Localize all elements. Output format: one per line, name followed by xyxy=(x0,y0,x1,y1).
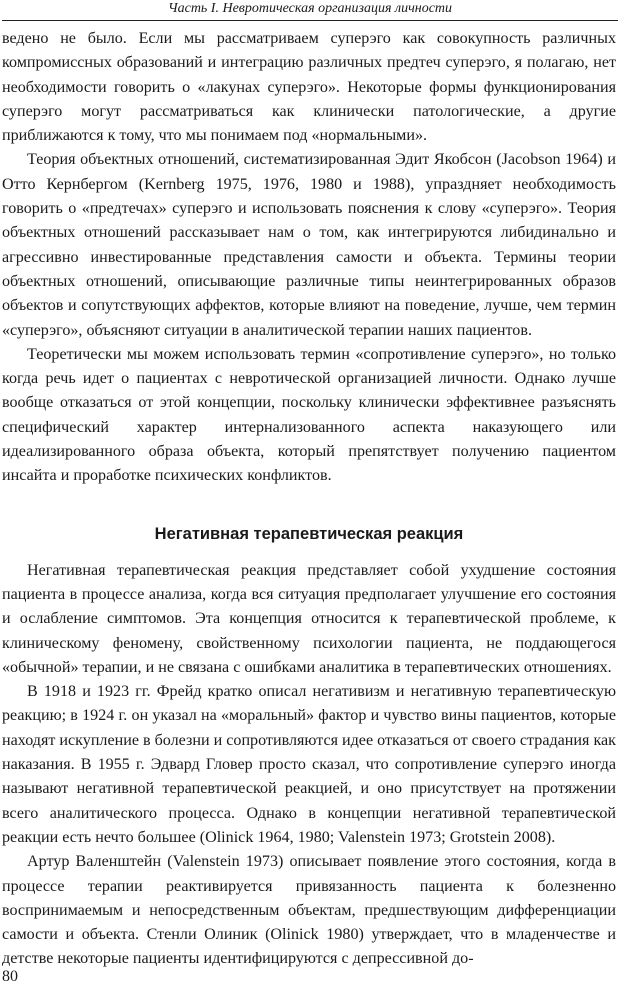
body-paragraph: Артур Валенштейн (Valenstein 1973) описывает появление этого состояния, когда в процессе терапии реактивируется привязанность пациента к болезненно воспринимаемым и непосредственным объектам, предшествующим дифференциации самости и объекта. Стенли Олиник (Olinick 1980) утверждает, что в младенчестве и детстве некоторые пациенты идентифицируются с депрессивной до- xyxy=(2,853,616,968)
running-header: Часть I. Невротическая организация личности xyxy=(167,1,453,16)
header-rule xyxy=(2,20,618,21)
section-spacer xyxy=(2,489,616,523)
body-paragraph: В 1918 и 1923 гг. Фрейд кратко описал негативизм и негативную терапевтическую реакцию; в 1924 г. он указал на «моральный» фактор и чувство вины пациентов, которые находят искупление в болезни и сопротивляются идее отказаться от своего страдания как наказания. В 1955 г. Эдвард Гловер просто сказал, что сопротивление суперэго иногда называют негативной терапевтической реакцией, и оно присутствует на протяжении всего аналитического процесса. Однако в концепции негативной терапевтической реакции есть нечто большее (Olinick 1964, 1980; Valenstein 1973; Grotstein 2008). xyxy=(2,683,616,846)
body-paragraph: Негативная терапевтическая реакция представляет собой ухудшение состояния пациента в процессе анализа, когда вся ситуация предполагает улучшение его состояния и ослабление симптомов. Эта концепция относится к терапевтической проблеме, к клиническому феномену, свойственному психологии пациента, не поддающегося «обычной» терапии, и не связана с ошибками аналитика в терапевтических отношениях. xyxy=(2,561,616,676)
section-heading: Негативная терапевтическая реакция xyxy=(154,524,464,543)
page-body xyxy=(2,27,616,972)
body-paragraph: Теория объектных отношений, систематизированная Эдит Якобсон (Jacobson 1964) и Отто Кернбергом (Kernberg 1975, 1976, 1980 и 1988), упраздняет необходимость говорить о «предтечах» суперэго и использовать пояснения к слову «суперэго». Теория объектных отношений рассказывает нам о том, как интегрируются либидинально и агрессивно инвестированные представления самости и объекта. Термины теории объектных отношений, описывающие различные типы неинтегрированных образов объектов и сопутствующих аффектов, которые влияют на поведение, лучше, чем термин «суперэго», объясняют ситуации в аналитической терапии наших пациентов. xyxy=(2,151,616,339)
body-paragraph: Теоретически мы можем использовать термин «сопротивление суперэго», но только когда речь идет о пациентах с невротической организацией личности. Однако лучше вообще отказаться от этой концепции, поскольку клинически эффективнее разъяснять специфический характер интернализованного аспекта наказующего или идеализированного образа объекта, который препятствует получению пациентом инсайта и проработке психических конфликтов. xyxy=(2,345,616,485)
body-paragraph: ведено не было. Если мы рассматриваем суперэго как совокупность различных компромиссных образований и интеграцию различных предтеч суперэго, я полагаю, нет необходимости говорить о «лакунах суперэго». Некоторые формы функционирования суперэго могут рассматриваться как клинически патологические, а другие приближаются к тому, что мы понимаем под «нормальными». xyxy=(2,30,616,145)
page-number: 80 xyxy=(2,968,18,985)
